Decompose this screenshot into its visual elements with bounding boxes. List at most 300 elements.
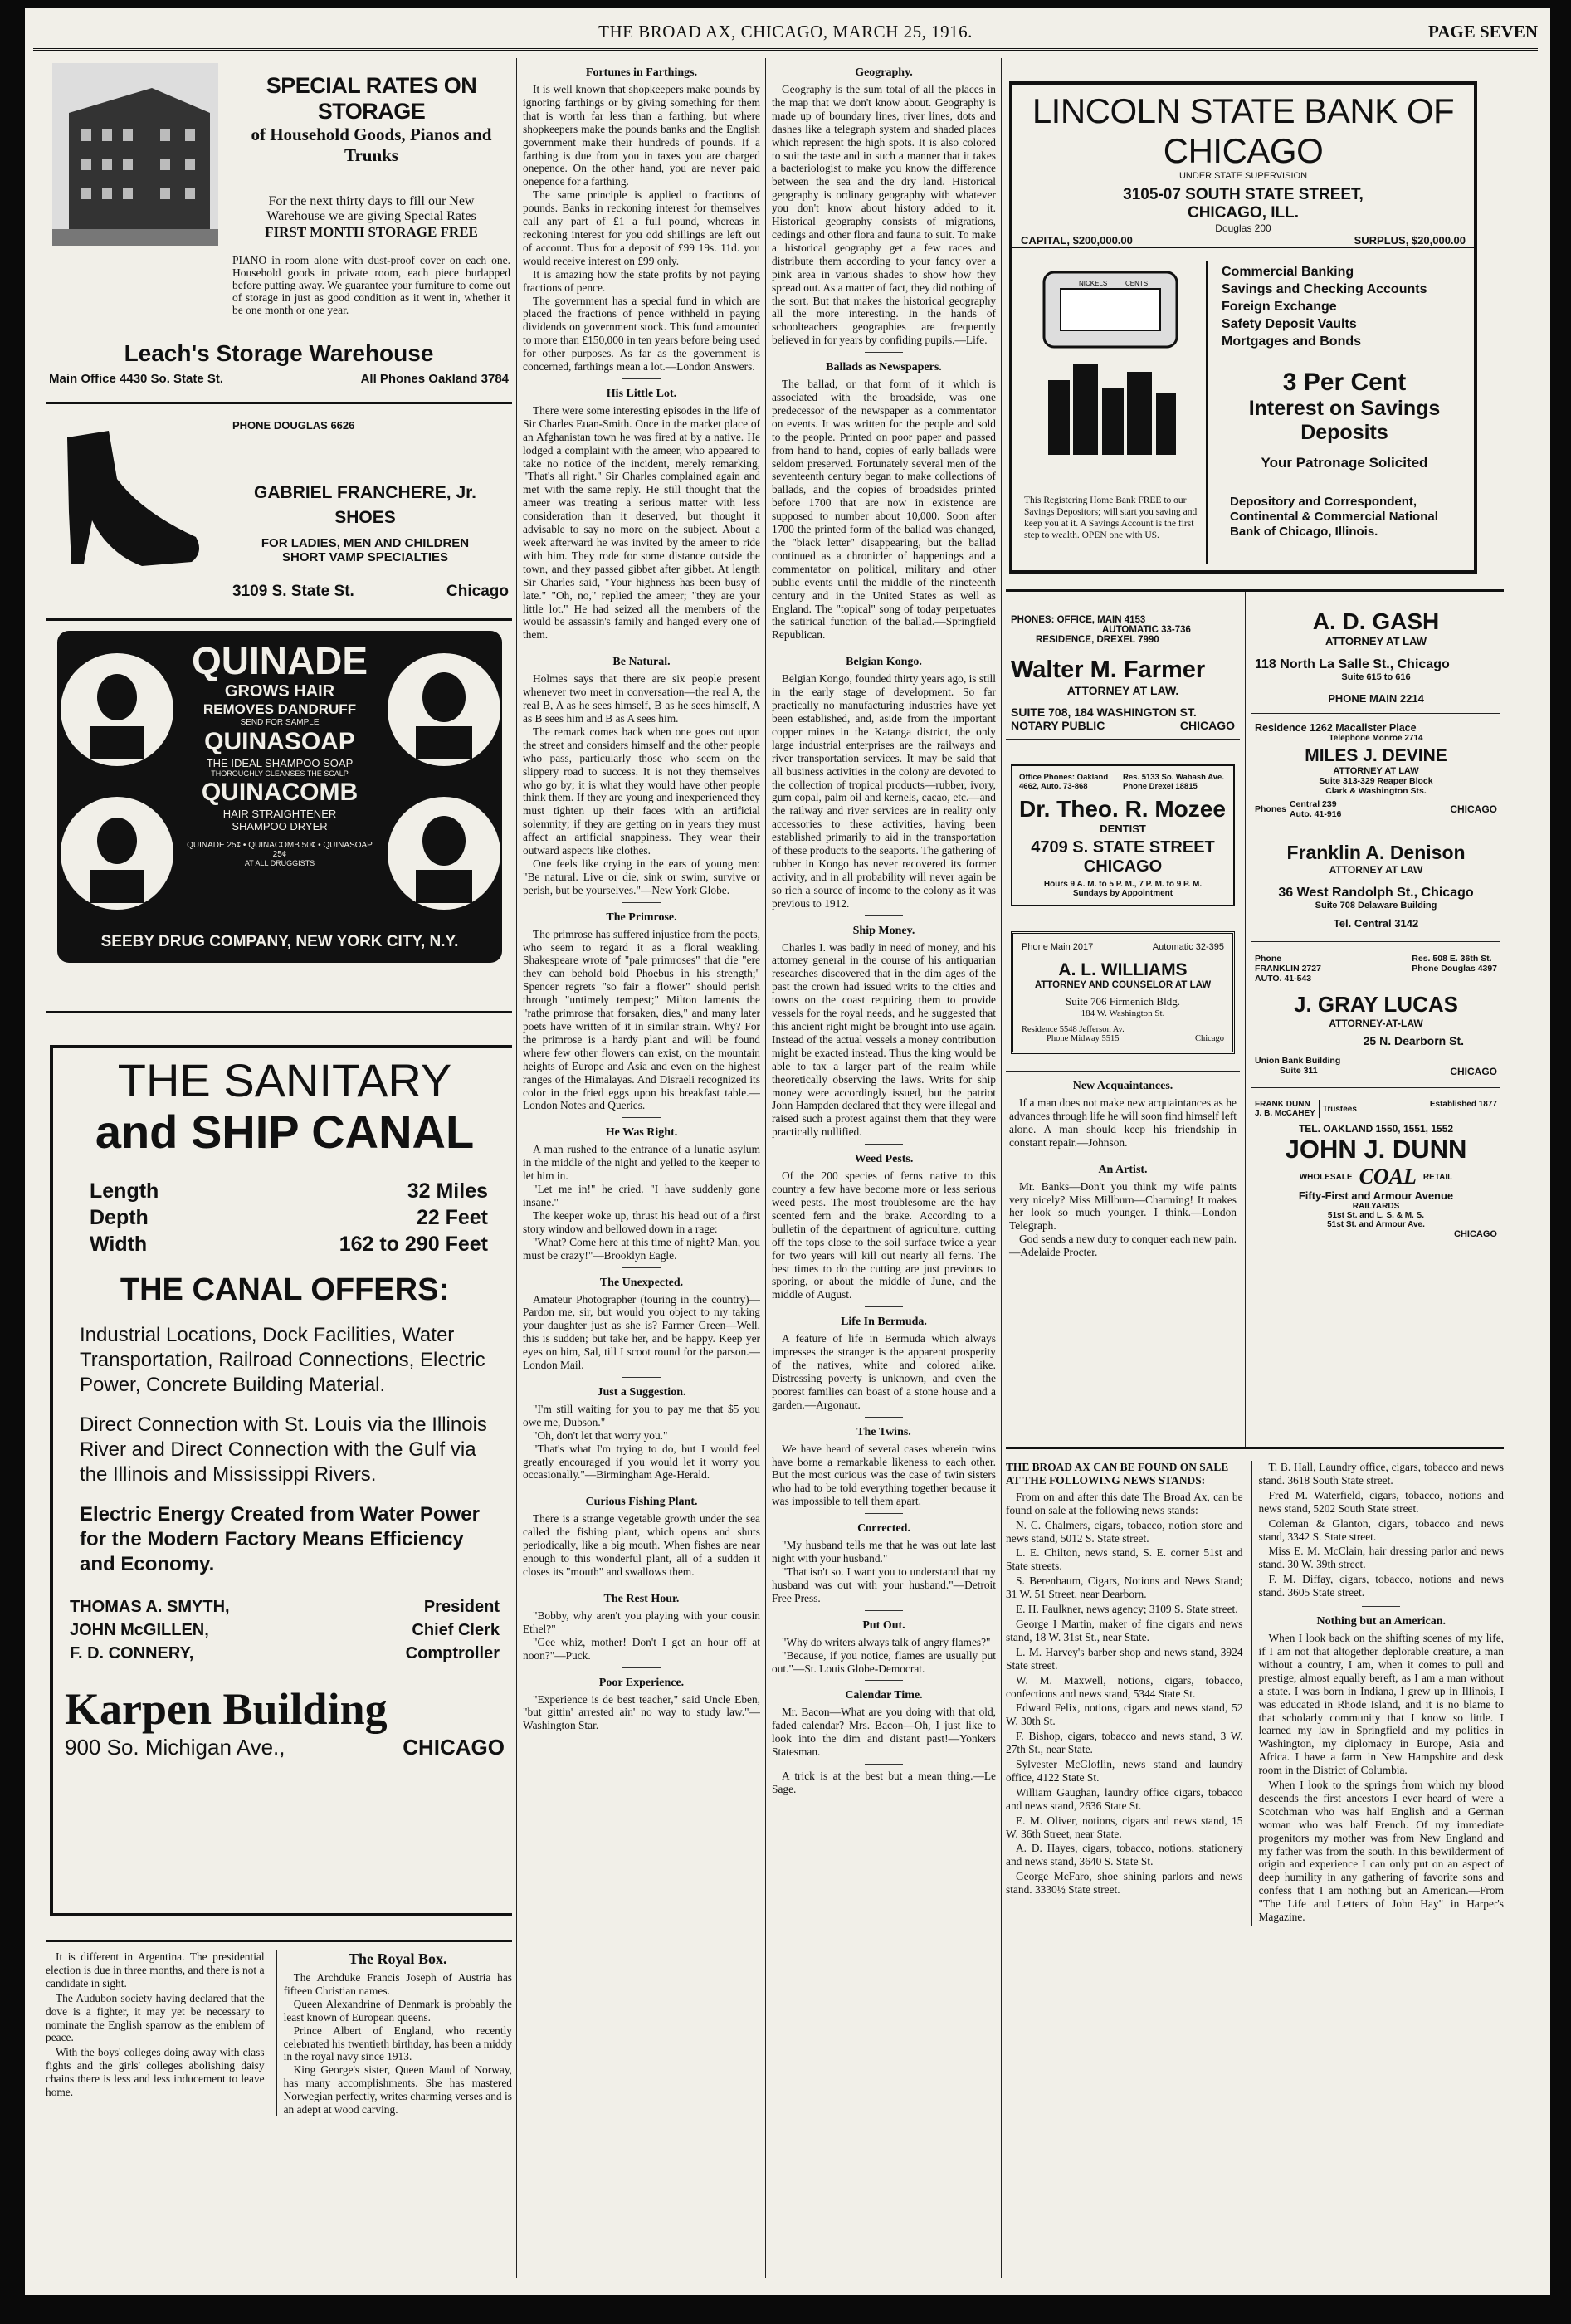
masthead: [33, 15, 1538, 51]
news-stands-intro: From on and after this date The Broad Ax, can be found on sale at the following news stands:: [1006, 1490, 1243, 1516]
news-stand-entry: F. M. Diffay, cigars, tobacco, notions and news stand. 3605 State street.: [1258, 1573, 1504, 1599]
canal-stat-label: Depth: [90, 1206, 149, 1229]
devine-phones-label: Phones: [1255, 804, 1286, 814]
news-stand-entry: E. H. Faulkner, news agency; 3109 S. State street.: [1016, 1603, 1238, 1616]
article-heading: Fortunes in Farthings.: [585, 66, 698, 79]
farmer-suite: SUITE 708, 184 WASHINGTON ST.: [1011, 706, 1197, 719]
paragraph: "What? Come here at this time of night? Man, you must be crazy!"—Brooklyn Eagle.: [523, 1235, 760, 1262]
canal-offer-1: Industrial Locations, Dock Facilities, Water Transportation, Railroad Connections, Electric Power, Concrete Building Material.: [80, 1324, 485, 1396]
article-heading: Calendar Time.: [845, 1689, 923, 1702]
farmer-title: ATTORNEY AT LAW.: [1066, 684, 1179, 697]
mozee-address: 4709 S. STATE STREET: [1031, 838, 1215, 857]
news-stand-entry: T. B. Hall, Laundry office, cigars, tobacco and news stand. 3618 South State street.: [1258, 1461, 1504, 1487]
bank-surplus: SURPLUS, $20,000.00: [1354, 234, 1466, 247]
bank-services: [1222, 263, 1467, 540]
bank-rate-line3: Deposits: [1300, 421, 1388, 444]
officer-title: Comptroller: [405, 1644, 500, 1662]
col5-articles: [1006, 1071, 1240, 1259]
canal-ad: [46, 1013, 512, 1942]
canal-stat-value: 32 Miles: [407, 1179, 488, 1203]
article-heading: The Unexpected.: [599, 1276, 684, 1289]
gash-suite: Suite 615 to 616: [1341, 672, 1411, 682]
paragraph: With the boys' colleges doing away with class fights and the girls' colleges abolishing daisy chains there is less and less inducement to leave home.: [46, 2046, 265, 2099]
devine-suite2: Clark & Washington Sts.: [1325, 786, 1427, 796]
separator: [865, 352, 903, 353]
article: [523, 1487, 760, 1579]
paragraph: Holmes says that there are six people present whenever two meet in conversation—the real A, the real B, A as he sees himself, B as he sees himself, A as B sees him and B as A sees him.: [523, 672, 760, 725]
paragraph: It is well known that shopkeepers make pounds by ignoring farthings or by giving something for them that is worth far less than a farthing, but where shopkeepers make the pounds banks and the English government make their hundreds of pounds. If a farthing is due from you in taxes you are charged onepence. On the other hand, you are never paid onepence for a farthing.: [523, 83, 760, 188]
mozee-residence: Res. 5133 So. Wabash Ave. Phone Drexel 18815: [1123, 773, 1224, 791]
paragraph: Charles I. was badly in need of money, and his attorney general in the course of his antiquarian researches discovered that in the dim ages of the past the crown had issued writs to the cities and towns on the coast requiring them to provide vessels for the royal needs, and he suggested that this ancient right might be brought into use again. Instead of the actual vessels a money contribution might be exacted instead. Thus the king would be able to tax a larger part of the realm while theoretically observing the laws. Writs for ship money were accordingly issued, but the patriot John Hampden declared that they were illegal and raised such a protest against them that they were practically nullified.: [772, 940, 996, 1139]
paragraph: It is amazing how the state profits by not paying fractions of pence.: [523, 267, 760, 294]
col1-bottom: [46, 1942, 512, 2116]
article: [523, 378, 760, 642]
paragraph: "Bobby, why aren't you playing with your cousin Ethel?": [523, 1609, 760, 1635]
news-stands-items-2: [1259, 1461, 1504, 1599]
news-stand-entry: N. C. Chalmers, cigars, tobacco, notion store and news stand, 5012 S. State street.: [1006, 1518, 1243, 1545]
paragraph: "That isn't so. I want you to understand that my husband was out with your husband."—Detroit Free Press.: [772, 1565, 996, 1604]
lincoln-bank-ad: [1006, 58, 1504, 592]
article-heading: He Was Right.: [605, 1126, 678, 1140]
gash-name: A. D. GASH: [1312, 608, 1440, 634]
article-heading: Nothing but an American.: [1316, 1615, 1447, 1628]
article-heading: Geography.: [855, 66, 913, 79]
nickels-label: NICKELS: [1079, 280, 1108, 287]
canal-offer-2: Direct Connection with St. Louis via the Illinois River and Direct Connection with the Gulf via the Illinois and Mississippi Rivers.: [80, 1413, 487, 1486]
lucas-phone1: FRANKLIN 2727: [1255, 964, 1321, 974]
article: [772, 1764, 996, 1796]
dunn-established: Established 1877: [1429, 1100, 1497, 1109]
article-heading: Corrected.: [857, 1522, 910, 1536]
article-heading: The Rest Hour.: [603, 1592, 680, 1605]
quinade-panel: [57, 631, 502, 963]
lucas-name: J. GRAY LUCAS: [1294, 992, 1458, 1017]
news-stands-items: [1006, 1519, 1243, 1897]
quinade-line4: THE IDEAL SHAMPOO SOAP: [206, 757, 354, 769]
column-rule: [516, 58, 517, 2278]
separator: [622, 1377, 661, 1378]
article: [772, 66, 996, 347]
bank-service: Mortgages and Bonds: [1222, 334, 1362, 349]
farmer-notary: NOTARY PUBLIC: [1011, 719, 1105, 732]
separator: [865, 1144, 903, 1145]
article-heading: Weed Pests.: [854, 1153, 914, 1166]
home-bank-icon: [1027, 264, 1193, 471]
articles-column-2: [523, 58, 760, 2278]
lucas-phone2: AUTO. 41-543: [1255, 974, 1312, 984]
paragraph: King George's sister, Queen Maud of Norway, has many accomplishments. She has mastered Norwegian perfectly, writes charming verses and is an adept at wood carving.: [283, 2063, 512, 2116]
news-stand-entry: George McFaro, shoe shining parlors and news stand. 3330½ State street.: [1006, 1870, 1243, 1897]
separator: [622, 902, 661, 903]
bank-depository: Depository and Correspondent, Continental & Commercial National Bank of Chicago, Illinois.: [1230, 495, 1438, 539]
dunn-name: JOHN J. DUNN: [1285, 1135, 1467, 1164]
bank-rate-line1: 3 Per Cent: [1282, 369, 1407, 396]
article-heading: New Acquaintances.: [1072, 1080, 1173, 1092]
news-stand-entry: L. E. Chilton, news stand, S. E. corner 51st and State streets.: [1006, 1546, 1243, 1573]
canal-title-2: and SHIP CANAL: [95, 1106, 475, 1158]
ads-column: [46, 58, 512, 2278]
canal-offers-heading: THE CANAL OFFERS:: [120, 1272, 450, 1307]
paragraph: "Because, if you notice, flames are usually put out."—St. Louis Globe-Democrat.: [772, 1648, 996, 1675]
leach-subheadline: of Household Goods, Pianos and Trunks: [251, 124, 492, 165]
paragraph: There were some interesting episodes in the life of Sir Charles Euan-Smith. Once in the market place of an Afghanistan town he was fired at by a native. He lodged a complaint with the ameer, who appeared to take no notice of the incident, merely remarking, "That's all right." Sir Charles complained again and met with the same reply. He still thought that the ameer was treating a serious matter with less consideration than it deserved, but thought it advisable to say no more on the subject. About a week afterward he was invited by the ameer to ride with him. They rode for some distance outside the town, and they passed gibbet after gibbet. At length Sir Charles said, "Your highness has been busy of late." "Oh, no," replied the ameer; "they are your little lot." He had seized all the members of the would be assassin's family and hanged every one of them.: [523, 403, 760, 642]
lucas-building: Union Bank Building: [1255, 1056, 1341, 1066]
denison-suite: Suite 708 Delaware Building: [1315, 901, 1437, 911]
leach-free-month: FIRST MONTH STORAGE FREE: [265, 224, 478, 240]
gash-card: [1251, 592, 1500, 713]
leach-storage-ad: [46, 58, 512, 404]
article: [772, 1417, 996, 1509]
paragraph: "My husband tells me that he was out late last night with your husband.": [772, 1539, 996, 1565]
article: [523, 647, 760, 896]
separator: [865, 1680, 903, 1681]
williams-city: Chicago: [1195, 1034, 1224, 1043]
denison-address: 36 West Randolph St., Chicago: [1278, 886, 1474, 900]
devine-title: ATTORNEY AT LAW: [1333, 766, 1419, 776]
franchere-line2: SHORT VAMP SPECIALTIES: [281, 550, 449, 564]
paragraph: A man rushed to the entrance of a lunatic asylum in the middle of the night and yelled to the keeper to let him in.: [523, 1143, 760, 1183]
officer-name: THOMAS A. SMYTH,: [70, 1598, 230, 1616]
article: [772, 1610, 996, 1676]
franchere-phone: PHONE DOUGLAS 6626: [232, 419, 355, 432]
franchere-address: 3109 S. State St.: [232, 583, 354, 600]
leach-phones: All Phones Oakland 3784: [360, 372, 509, 386]
article: [772, 1513, 996, 1605]
canal-title-1: THE SANITARY: [117, 1054, 452, 1106]
franchere-city: Chicago: [446, 583, 509, 600]
separator: [1362, 1606, 1400, 1607]
devine-phone2: Auto. 41-916: [1289, 809, 1342, 819]
bank-service: Foreign Exchange: [1222, 300, 1337, 314]
canal-stat-value: 162 to 290 Feet: [339, 1233, 488, 1256]
paragraph: The remark comes back when one goes out upon the street and considers himself and the other people who pass, particularly those who seem on the slippery road to success. It is not they themselves who go by; it is what they would have other people think them. If they are young and inexperienced they must tighten up their faces with an artificial solemnity; if they are getting on in years they must affect an artificial snappiness. They wear their outward aspects like clothes.: [523, 725, 760, 857]
bank-capital-row: [1012, 234, 1474, 248]
williams-name: A. L. WILLIAMS: [1058, 960, 1188, 979]
lucas-card: [1251, 941, 1500, 1087]
devine-residence: Residence 1262 Macalister Place: [1255, 722, 1417, 734]
royal-box-article: [276, 1950, 512, 2116]
leach-headline: SPECIAL RATES ON STORAGE: [266, 73, 477, 124]
paragraph: The ballad, or that form of it which is associated with the broadside, was one predecessor of the newspaper as a commentator on events. It was written for the people and sold to the people. Printed on poor paper and passed from hand to hand, copies of early ballads were seldom preserved. Fortunately several men of the seventeenth century began to make collections of ballads, and the copies of broadsides printed before 1700 that are now in existence are supposed to number about 10,000. Soon after 1700 the printed form of the ballad was changed, the "black letter" disappearing, but the ballad continued as a chronicler of happenings and a commentator on political, military and other public events until the middle of the nineteenth century and in the United States as well as England. The "topical" song of today perpetuates the satirical function of the ballad.—Springfield Republican.: [772, 378, 996, 642]
article: [523, 1584, 760, 1662]
paragraph: Mr. Banks—Don't you think my wife paints very nicely? Miss Millburn—Charming! It makes her look so much younger. I think.—London Telegraph.: [1009, 1179, 1237, 1233]
paragraph: Queen Alexandrine of Denmark is probably the least known of European queens.: [283, 1997, 512, 2024]
leach-office: Main Office 4430 So. State St.: [49, 372, 224, 386]
denison-card: [1251, 828, 1500, 941]
devine-phone1: Central 239: [1289, 799, 1337, 809]
williams-suite: Suite 706 Firmenich Bldg.: [1066, 995, 1180, 1008]
canal-officers: [70, 1595, 500, 1665]
farmer-phones: PHONES: OFFICE, MAIN 4153: [1011, 615, 1146, 625]
lucas-res-phone: Phone Douglas 4397: [1412, 964, 1497, 974]
quinade-line8: AT ALL DRUGGISTS: [244, 859, 315, 867]
lucas-city: CHICAGO: [1450, 1066, 1497, 1077]
bank-subtitle: UNDER STATE SUPERVISION: [1178, 171, 1308, 181]
separator: [865, 1610, 903, 1611]
article-heading: Put Out.: [862, 1618, 905, 1632]
quinade-line6: HAIR STRAIGHTENER: [222, 808, 337, 820]
news-stand-entry: Miss E. M. McClain, hair dressing parlor and news stand. 30 W. 39th street.: [1258, 1545, 1504, 1571]
farmer-card: [1006, 592, 1240, 740]
paragraph: If a man does not make new acquaintances as he advances through life he will soon find himself left alone. A man should keep his friendship in constant repair.—Johnson.: [1009, 1096, 1237, 1149]
mozee-phones: Office Phones: Oakland 4662, Auto. 73-868: [1019, 773, 1109, 791]
canal-stat-value: 22 Feet: [416, 1206, 488, 1229]
gash-address: 118 North La Salle St., Chicago: [1255, 657, 1450, 671]
quinade-ad: [46, 621, 512, 1013]
dunn-trustee1: FRANK DUNN: [1255, 1100, 1310, 1109]
williams-phone: Phone Main 2017: [1022, 942, 1094, 952]
dunn-coal-ad: [1251, 1087, 1500, 1247]
article-heading: The Twins.: [856, 1425, 911, 1438]
separator: [865, 1764, 903, 1765]
paragraph: It is different in Argentina. The presidential election is due in three months, and there is not a candidate in sight.: [46, 1950, 265, 1990]
quinade-line2: REMOVES DANDRUFF: [202, 701, 357, 717]
quinacomb-title: QUINACOMB: [201, 779, 359, 806]
leach-name: Leach's Storage Warehouse: [124, 340, 434, 366]
article-heading: Ballads as Newspapers.: [826, 361, 942, 374]
denison-name: Franklin A. Denison: [1286, 842, 1466, 863]
article-heading: The Primrose.: [606, 911, 677, 924]
quinade-line3: SEND FOR SAMPLE: [240, 718, 320, 727]
paragraph: "I'm still waiting for you to pay me that $5 you owe me, Dubson.": [523, 1402, 760, 1428]
news-stand-entry: W. M. Maxwell, notions, cigars, tobacco, confections and news stand, 5344 State St.: [1006, 1673, 1243, 1700]
separator: [622, 1667, 661, 1668]
paragraph: A feature of life in Bermuda which always impresses the stranger is the apparent prosperity of the natives, white and colored alike. Distressing poverty is unknown, and even the poorest families can boast of a stone house and a garden.—Argonaut.: [772, 1332, 996, 1411]
canal-stats: [90, 1178, 488, 1257]
warehouse-illustration-icon: [52, 63, 218, 246]
williams-res-phone: Phone Midway 5515: [1047, 1034, 1120, 1043]
paragraph: Belgian Kongo, founded thirty years ago, is still in the early stage of development. So far practically no manufacturing industries have yet been established, and, aside from the important copper mines in the Katanga district, the only large industrial enterprises are the railways and river transportation services. It may be said that all business activities in the colony are devoted to the collection of tropical products—rubber, ivory, gum copal, palm oil and kernels, cacao, etc.—and the railway and river services are in reality only accessories to these activities, having been established primarily to aid in the transportation of these products to the seaports. The gathering of rubber in Kongo has never recovered its former activity, and in all probability will never again be so rich a source of income to the colony as it was previous to 1912.: [772, 672, 996, 910]
dunn-wholesale: WHOLESALE: [1299, 1172, 1353, 1182]
paragraph: One feels like crying in the ears of young men: "Be natural. Live or die, sink or swim, survive or perish, but be yourselves."—New York Globe.: [523, 857, 760, 896]
lucas-phone-label: Phone: [1255, 954, 1282, 964]
article-heading: An Artist.: [1098, 1163, 1148, 1176]
news-stand-entry: William Gaughan, laundry office cigars, tobacco and news stand, 2636 State St.: [1006, 1785, 1243, 1812]
bank-rate-line2: Interest on Savings: [1248, 397, 1441, 420]
article-heading: Belgian Kongo.: [846, 656, 922, 669]
paragraph: Prince Albert of England, who recently celebrated his twentieth birthday, has been a middy in the royal navy since 1913.: [283, 2024, 512, 2063]
articles-column-3: [772, 58, 996, 2278]
quinade-company: SEEBY DRUG COMPANY, NEW YORK CITY, N.Y.: [100, 933, 459, 950]
paragraph: Of the 200 species of ferns native to this country a few have become more or less serious weed pests. The most troublesome are the hay scented fern and the brake. According to a bulletin of the department of agriculture, cutting off the tops close to the soil surface twice a year for two years will kill out nearly all ferns. The best times to do the cutting are just previous to sporing, or about the middle of June, and the middle of August.: [772, 1169, 996, 1301]
page-number: PAGE SEVEN: [1427, 22, 1538, 42]
canal-stat-label: Length: [90, 1179, 159, 1203]
franchere-line1: FOR LADIES, MEN AND CHILDREN: [261, 536, 470, 550]
gash-title: ATTORNEY AT LAW: [1325, 635, 1427, 647]
column-rule: [1001, 58, 1002, 2278]
williams-auto: Automatic 32-395: [1152, 942, 1224, 952]
paragraph: "Gee whiz, mother! Don't I get an hour off at noon?"—Puck.: [523, 1635, 760, 1662]
quinade-prices: QUINADE 25¢ • QUINACOMB 50¢ • QUINASOAP 25¢: [187, 841, 373, 859]
news-stands-list-2: [1251, 1461, 1504, 1926]
article: [523, 1667, 760, 1733]
article-heading: Be Natural.: [612, 656, 671, 669]
paragraph: Geography is the sum total of all the places in the map that we don't know about. Geography is made up of boundary lines, river lines, dots and dashes like a telegraph system and shaded places which represent the high spots. It is also colored to suit the taste and in such a manner that it takes a bacteriologist to make you know the difference between the sea and the dry land. Historical geography is ordinary geography with whatever you don't know about history added to it. Historical geography consists of migrations, cedings and other flora and fauna to suit. To make a historical geography get a few races and distribute them according to your fancy over a pink area in various shades to show how they spread out. As a matter of fact, they did nothing of the sort. But that makes the historical geography all the more interesting. In the hands of schoolteachers geographies are frequently believed in for years by confiding pupils.—Life.: [772, 83, 996, 347]
bank-phone: Douglas 200: [1215, 222, 1271, 234]
separator: [865, 1306, 903, 1307]
franchere-shoes: SHOES: [334, 508, 396, 527]
shoe-icon: [51, 421, 208, 579]
franchere-shoes-ad: [46, 404, 512, 621]
news-stands-list: [1006, 1461, 1243, 1926]
canal-city: CHICAGO: [403, 1735, 505, 1760]
farmer-auto: AUTOMATIC 33-736: [1102, 625, 1191, 635]
masthead-title: THE BROAD AX, CHICAGO, MARCH 25, 1916.: [598, 22, 973, 42]
news-stand-entry: Coleman & Glanton, cigars, tobacco and news stand, 3342 S. State street.: [1258, 1516, 1504, 1543]
devine-name: MILES J. DEVINE: [1305, 746, 1447, 765]
lucas-address: 25 N. Dearborn St.: [1363, 1034, 1464, 1047]
bank-patronage: Your Patronage Solicited: [1261, 455, 1428, 471]
lucas-suite: Suite 311: [1280, 1066, 1318, 1076]
news-stands-heading: THE BROAD AX CAN BE FOUND ON SALE AT THE FOLLOWING NEWS STANDS:: [1006, 1461, 1229, 1487]
news-stand-entry: Fred M. Waterfield, cigars, tobacco, notions and news stand, 5202 South State street.: [1258, 1488, 1504, 1515]
quinade-title: QUINADE: [191, 639, 368, 682]
separator: [865, 915, 903, 916]
article: [772, 352, 996, 642]
paragraph: "That's what I'm trying to do, but I would feel greatly encouraged if you would let it worry you occasionally."—Birmingham Age-Herald.: [523, 1442, 760, 1482]
article-heading: Ship Money.: [852, 924, 915, 937]
article: [523, 1117, 760, 1262]
lucas-residence: Res. 508 E. 36th St.: [1412, 954, 1492, 964]
article: [1009, 1080, 1237, 1150]
paragraph: The government has a special fund in which are placed the fractions of pence withheld in paying dividends on government stock. This fund amounted to more than £150,000 in ten years before being used for other purposes. As far as the government is concerned, farthings mean a lot.—London Answers.: [523, 294, 760, 374]
denison-tel: Tel. Central 3142: [1333, 917, 1419, 930]
paragraph: God sends a new duty to conquer each new pain.—Adelaide Procter.: [1009, 1233, 1237, 1259]
cards-area: [1006, 592, 1504, 1449]
devine-card: [1251, 713, 1500, 828]
dunn-yard2: 51st St. and Armour Ave.: [1327, 1220, 1425, 1229]
paragraph: When I look back on the shifting scenes of my life, if I am not that altogether deplorable creature, a man without a country, I am, when it comes to pull and prestige, almost equally bereft, as I am a man without a state. I was born in Indiana, I grew up in Illinois, I was educated in Rhode Island, and it is no blame to that scholarly community that I know so little. I learned my law in Springfield and my politics in Washington, my diplomacy in Europe, Asia and Africa. I have a farm in New Hampshire and desk room in the District of Columbia.: [1258, 1632, 1504, 1777]
bank-title: LINCOLN STATE BANK OF CHICAGO: [1032, 91, 1455, 170]
dunn-city: CHICAGO: [1454, 1229, 1497, 1239]
paragraph: Mr. Bacon—What are you doing with that old, faded calendar? Mrs. Bacon—Oh, I just like to look into the dim and distant past!—Yonkers Statesman.: [772, 1706, 996, 1759]
canal-address: 900 So. Michigan Ave.,: [65, 1735, 285, 1760]
dunn-trustee2: J. B. McCAHEY: [1255, 1109, 1315, 1118]
williams-address: 184 W. Washington St.: [1081, 1008, 1165, 1018]
article: [523, 1267, 760, 1372]
canal-offer-3: Electric Energy Created from Water Power for the Modern Factory Means Efficiency and Economy.: [80, 1503, 480, 1575]
bank-service: Safety Deposit Vaults: [1222, 317, 1357, 331]
farmer-city: CHICAGO: [1179, 719, 1235, 732]
bank-service: Savings and Checking Accounts: [1222, 282, 1427, 296]
home-bank-caption: This Registering Home Bank FREE to our Savings Depositors; will start you saving and keep you at it. A Savings Account is the first step to wealth. OPEN one with US.: [1024, 496, 1198, 540]
paragraph: "Experience is de best teacher," said Uncle Eben, "but gittin' arrested ain' no way to study law."—Washington Star.: [523, 1692, 760, 1732]
news-stand-entry: George I Martin, maker of fine cigars and news stand, 18 W. 31st St., near State.: [1006, 1617, 1243, 1643]
article: [772, 1306, 996, 1411]
officer-title: President: [423, 1598, 500, 1616]
mozee-hours: Hours 9 A. M. to 5 P. M., 7 P. M. to 9 P. M.: [1043, 880, 1203, 889]
paragraph: The same principle is applied to fractions of pounds. Banks in reckoning interest for themselves call any part of £1 a full pound, whereas in reckoning interest for you odd shillings are left out of account. Thus for a deposit of £99 19s. 11d. you would receive interest on £99 only.: [523, 188, 760, 267]
paragraphs-block: [46, 1950, 265, 2116]
mozee-name: Dr. Theo. R. Mozee: [1019, 796, 1226, 822]
denison-title: ATTORNEY AT LAW: [1329, 864, 1423, 876]
paragraph: The Audubon society having declared that the dove is a fighter, it may yet be necessary to nominate the English sparrow as the emblem of peace.: [46, 1991, 265, 2044]
quinasoap-title: QUINASOAP: [204, 728, 355, 755]
leach-body: PIANO in room alone with dust-proof cover on each one. Household goods in private room, each piece burlapped before putting away. We guarantee your furniture to come out of storage in just as good condition as it went in, whether it be one month or one year.: [232, 254, 510, 316]
paragraph: When I look to the springs from which my blood descends the first ancestors I ever heard of were a Scotchman who was half English and a German woman who was half French. Of my immediate progenitors my mother was from New England and my father was from the south. In this bewilderment of origin and experience I can only put on an aspect of deep humility in any gathering of favorite sons and confess that I am nothing but an American.—From "The Life and Letters of John Hay" in Harper's Magazine.: [1258, 1779, 1504, 1924]
article-heading: Poor Experience.: [598, 1676, 685, 1689]
news-stand-entry: Sylvester McGloflin, news stand and laundry office, 4122 State St.: [1006, 1758, 1243, 1784]
canal-stat-label: Width: [90, 1233, 148, 1256]
paragraph: "Oh, don't let that worry you.": [533, 1428, 668, 1442]
mozee-card: [1011, 764, 1235, 906]
paragraph: The Archduke Francis Joseph of Austria has fifteen Christian names.: [283, 1971, 512, 1997]
news-stand-entry: S. Berenbaum, Cigars, Notions and News Stand; 31 W. 51 Street, near Dearborn.: [1006, 1575, 1243, 1601]
quinade-line5: THOROUGHLY CLEANSES THE SCALP: [211, 769, 349, 778]
paragraph: The keeper woke up, thrust his head out of a first story window and bellowed down in a rage:: [523, 1208, 760, 1235]
dunn-coal: COAL: [1359, 1164, 1417, 1189]
karpen-building: Karpen Building: [65, 1684, 388, 1734]
dunn-yard1: 51st St. and L. S. & M. S.: [1327, 1211, 1425, 1220]
right-column: [1006, 58, 1504, 2278]
article: [772, 1680, 996, 1759]
paragraph: There is a strange vegetable growth under the sea called the fishing plant, which opens and shuts periodically, like a big mouth. When fishes are near enough to this wonderful plant, all of a sudden it closes its "mouth" and swallows them.: [523, 1512, 760, 1578]
separator: [622, 1117, 661, 1118]
devine-city: CHICAGO: [1450, 803, 1497, 815]
officer-name: JOHN McGILLEN,: [70, 1621, 209, 1639]
farmer-name: Walter M. Farmer: [1011, 657, 1206, 683]
article: [523, 902, 760, 1113]
article: [772, 1144, 996, 1301]
column-rule: [1245, 592, 1247, 1447]
dunn-corner: Fifty-First and Armour Avenue: [1298, 1189, 1454, 1202]
separator: [865, 1513, 903, 1514]
quinade-line1: GROWS HAIR: [224, 682, 335, 701]
dunn-retail: RETAIL: [1422, 1172, 1453, 1182]
article: [772, 647, 996, 910]
lucas-title: ATTORNEY-AT-LAW: [1329, 1018, 1423, 1029]
bank-address: 3105-07 SOUTH STATE STREET,: [1123, 186, 1364, 203]
separator: [622, 378, 661, 379]
mozee-city: CHICAGO: [1083, 857, 1163, 876]
farmer-residence: RESIDENCE, DREXEL 7990: [1036, 635, 1159, 645]
williams-title: ATTORNEY AND COUNSELOR AT LAW: [1034, 980, 1212, 990]
article-heading: His Little Lot.: [606, 387, 677, 400]
separator: [622, 1267, 661, 1268]
cards-left: [1006, 592, 1240, 1259]
dunn-railyards: RAILYARDS: [1352, 1202, 1400, 1211]
cents-label: CENTS: [1125, 280, 1149, 287]
dunn-trustees-label: Trustees: [1322, 1104, 1357, 1114]
article: [1009, 1155, 1237, 1259]
williams-card: [1011, 931, 1235, 1054]
column-rule: [765, 58, 766, 2278]
gash-phone: PHONE MAIN 2214: [1328, 692, 1424, 705]
leach-offer: For the next thirty days to fill our New Warehouse we are giving Special Rates: [266, 194, 476, 223]
cards-right: [1251, 592, 1500, 1247]
paragraph: "Why do writers always talk of angry flames?": [782, 1635, 991, 1648]
news-stand-entry: F. Bishop, cigars, tobacco and news stand, 3 W. 27th St., near State.: [1006, 1730, 1243, 1756]
article-heading: Life In Bermuda.: [841, 1316, 927, 1329]
news-stand-entry: E. M. Oliver, notions, cigars and news stand, 15 W. 36th Street, near State.: [1006, 1814, 1243, 1840]
bank-box: [1009, 81, 1477, 574]
article-heading: Curious Fishing Plant.: [585, 1496, 698, 1509]
news-stand-entry: L. M. Harvey's barber shop and news stand, 3924 State street.: [1006, 1645, 1243, 1672]
bank-service: Commercial Banking: [1222, 265, 1354, 279]
paragraph: Amateur Photographer (touring in the country)—Pardon me, sir, but would you object to my taking your daughter just as she is? Farmer Green—Well, this is sudden; but take her, and be happy. Keep yer eyes on him, Sal, till I scoot round for the parson.—London Mail.: [523, 1292, 760, 1372]
article-heading: The Royal Box.: [349, 1950, 447, 1967]
williams-residence: Residence 5548 Jefferson Av.: [1022, 1025, 1125, 1034]
canal-box: [50, 1045, 512, 1916]
paragraph: "Let me in!" he cried. "I have suddenly gone insane.": [523, 1183, 760, 1208]
news-stand-entry: Edward Felix, notions, cigars and news stand, 52 W. 30th St.: [1006, 1702, 1243, 1728]
paragraph: The primrose has suffered injustice from the poets, who seem to regard it as a floral weakling. Shakespeare wrote of "pale primroses" that die "ere they can behold bold Phoebus in his strength;" Spencer regrets "so fair a flower" should perish through "untimely tempest;" Milton laments the "rathe primrose that forsaken, dies," and many later poets have written of it in similar strain. Why? For the primrose is a hardy plant and will be found where few other flowers can exist, on the mountain heights of Europe and Asia and even on the highest ranges of the Himalayas. And Disraeli recognized its color in the fried eggs upon his breakfast table.—London Notes and Queries.: [523, 927, 760, 1112]
officer-name: F. D. CONNERY,: [70, 1644, 194, 1662]
savings-bank-panel: [1019, 261, 1208, 564]
bank-city: CHICAGO, ILL.: [1187, 204, 1300, 222]
article: [523, 1377, 760, 1482]
american-article: [1259, 1615, 1504, 1924]
